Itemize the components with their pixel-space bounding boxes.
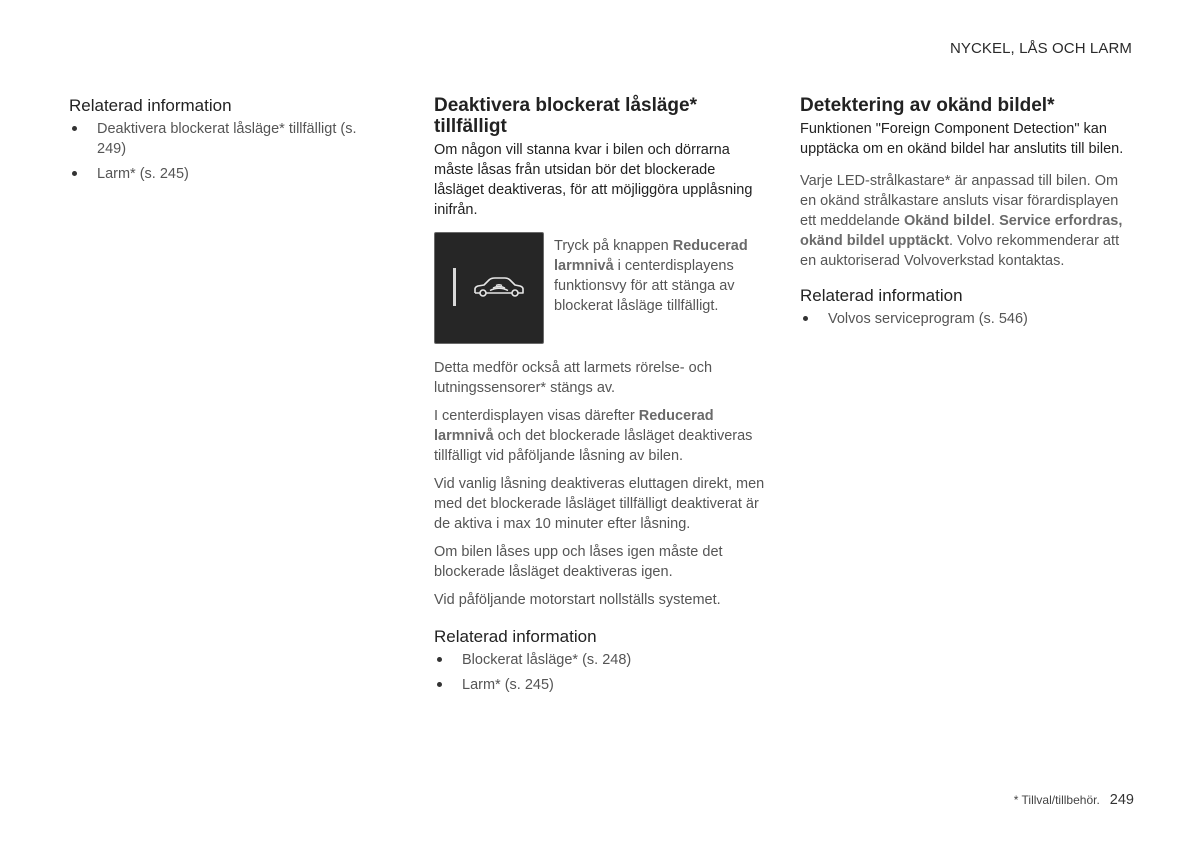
column-right — [800, 95, 1132, 334]
reduced-alarm-button-image — [434, 232, 544, 344]
related-link-larm[interactable]: Larm* (s. 245) — [69, 164, 359, 184]
ui-message-okand-bildel: Okänd bildel — [904, 213, 992, 229]
related-information-heading: Relaterad information — [69, 96, 232, 115]
footnote-tillval: * Tillval/tillbehör. — [1013, 793, 1100, 807]
figure-caption: Tryck på knappen Reducerad larmnivå i centerdisplayens funktionsvy för att stänga av blockerat låsläge tillfälligt. — [554, 238, 748, 314]
car-alarm-sensor-icon — [471, 275, 527, 299]
ui-label-reducerad-larmniva: Reducerad larmnivå — [554, 238, 748, 274]
ui-message-service-erfordras: Service erfordras, okänd bildel upptäckt — [800, 213, 1123, 249]
ui-label-reducerad-larmniva-2: Reducerad larmnivå — [434, 408, 714, 444]
intro-paragraph: Om någon vill stanna kvar i bilen och dörrarna måste låsas från utsidan bör det blockerade låsläget deaktiveras, för att möjliggöra upplåsning inifrån. — [434, 142, 753, 218]
related-link-blockerat-laslage[interactable]: Blockerat låsläge* (s. 248) — [434, 650, 766, 670]
column-left — [69, 95, 359, 189]
related-link-larm[interactable]: Larm* (s. 245) — [434, 675, 766, 695]
paragraph-centerdisplay: I centerdisplayen visas därefter Reducerad larmnivå och det blockerade låsläget deaktiveras tillfälligt vid påföljande låsning av bilen. — [434, 408, 753, 464]
related-information-heading: Relaterad information — [800, 286, 963, 305]
paragraph-motorstart: Vid påföljande motorstart nollställs systemet. — [434, 592, 721, 608]
figure-row — [434, 232, 766, 344]
related-information-list — [800, 309, 1132, 329]
related-link-serviceprogram[interactable]: Volvos serviceprogram (s. 546) — [800, 309, 1132, 329]
button-indicator-bar — [453, 268, 456, 306]
paragraph-eluttag: Vid vanlig låsning deaktiveras eluttagen direkt, men med det blockerade låsläget tillfälligt deaktiverat är de aktiva i max 10 minuter efter låsning. — [434, 476, 765, 532]
page-number: 249 — [1109, 792, 1134, 808]
paragraph-led: Varje LED-strålkastare* är anpassad till bilen. Om en okänd strålkastare ansluts visar förardisplayen ett meddelande Okänd bildel. Service erfordras, okänd bildel upptäckt. Volvo rekommenderar att en auktoriserad Volvoverkstad kontaktas. — [800, 173, 1123, 269]
intro-paragraph: Funktionen "Foreign Component Detection" kan upptäcka om en okänd bildel har anslutits till bilen. — [800, 121, 1124, 157]
section-heading-deaktivera: Deaktivera blockerat låsläge* tillfälligt — [434, 95, 697, 137]
related-link-deaktivera[interactable]: Deaktivera blockerat låsläge* tillfälligt (s. 249) — [69, 119, 359, 159]
paragraph-sensors: Detta medför också att larmets rörelse- och lutningssensorer* stängs av. — [434, 360, 713, 396]
column-middle — [434, 95, 766, 700]
section-heading-detektering: Detektering av okänd bildel* — [800, 95, 1055, 116]
paragraph-relock: Om bilen låses upp och låses igen måste det blockerade låsläget deaktiveras igen. — [434, 544, 723, 580]
page-header-title: NYCKEL, LÅS OCH LARM — [949, 40, 1132, 57]
related-information-list — [69, 119, 359, 184]
page-footer — [1014, 792, 1134, 808]
related-information-heading: Relaterad information — [434, 627, 597, 646]
related-information-list — [434, 650, 766, 695]
